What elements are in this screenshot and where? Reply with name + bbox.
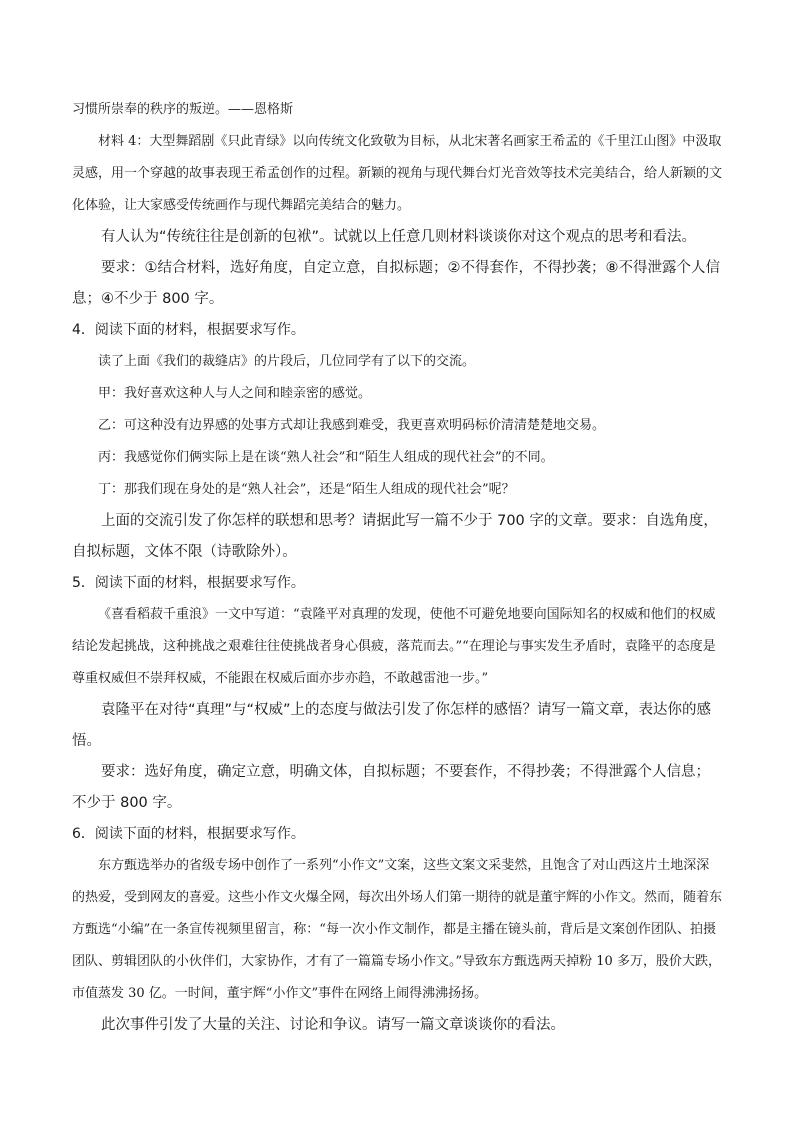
quote-ending: 习惯所崇奉的秩序的叛逆。——恩格斯 (72, 102, 294, 117)
q4-heading: 4．阅读下面的材料，根据要求写作。 (72, 322, 305, 338)
q6-heading: 6．阅读下面的材料，根据要求写作。 (72, 826, 305, 842)
q4-intro: 读了上面《我们的裁缝店》的片段后，几位同学有了以下的交流。 (98, 354, 476, 369)
q6-material: 东方甄选举办的省级专场中创作了一系列“小作文”文案，这些文案文采斐然，且饱含了对山西这片土地深深的热爱，受到网友的喜爱。这些小作文火爆全网，每次出外场人们第一期待的就是董宇辉的小作文。然而，随着东方甄选“小编”在一条宣传视频里留言，称：“每一次小作文制作，都是主播在镜头前，背后是文案创作团队、拍摄团队、剪辑团队的小伙伴们，大家协作，才有了一篇篇专场小作文。”导致东方甄选两天掉粉 10 多万，股价大跌，市值蒸发 30 亿。一时间，董宇辉“小作文”事件在网络上闹得沸沸扬扬。 (72, 858, 723, 1001)
q5-requirements: 要求：选好角度，确定立意，明确文体，自拟标题；不要套作，不得抄袭；不得泄露个人信息；不少于 800 字。 (72, 764, 710, 811)
q3-prompt: 有人认为“传统往往是创新的包袱”。试就以上任意几则材料谈谈你对这个观点的思考和看法。 (101, 229, 697, 245)
q5-prompt: 袁隆平在对待“真理”与“权威”上的态度与做法引发了你怎样的感悟？请写一篇文章，表达你的感悟。 (72, 702, 712, 749)
q5-heading: 5．阅读下面的材料，根据要求写作。 (72, 575, 305, 591)
q4-speaker-yi: 乙：可这种没有边界感的处事方式却让我感到难受，我更喜欢明码标价清清楚楚地交易。 (98, 418, 606, 433)
q4-speaker-ding: 丁：那我们现在身处的是“熟人社会”，还是“陌生人组成的现代社会”呢？ (98, 482, 515, 497)
q4-speaker-jia: 甲：我好喜欢这种人与人之间和睦亲密的感觉。 (98, 386, 372, 401)
q4-speaker-bing: 丙：我感觉你们俩实际上是在谈“熟人社会”和“陌生人组成的现代社会”的不同。 (98, 450, 554, 465)
q5-material: 《喜看稻菽千重浪》一文中写道：“袁隆平对真理的发现，使他不可避免地要向国际知名的权威和他们的权威结论发起挑战，这种挑战之艰难往往使挑战者身心俱疲，落荒而去。”“在理论与事实发生矛盾时，袁隆平的态度是尊重权威但不崇拜权威，不能跟在权威后面亦步亦趋，不敢越雷池一步。” (72, 607, 716, 686)
material-4: 材料 4：大型舞蹈剧《只此青绿》以向传统文化致敬为目标，从北宋著名画家王希孟的《千里江山图》中汲取灵感，用一个穿越的故事表现王希孟创作的过程。新颖的视角与现代舞台灯光音效等技术完美结合，给人新颖的文化体验，让大家感受传统画作与现代舞蹈完美结合的魅力。 (72, 134, 723, 213)
q3-requirements: 要求：①结合材料，选好角度，自定立意，自拟标题；②不得套作，不得抄袭；⑧不得泄露个人信息；④不少于 800 字。 (72, 260, 720, 307)
q4-prompt: 上面的交流引发了你怎样的联想和思考？请据此写一篇不少于 700 字的文章。要求：自选角度，自拟标题，文体不限（诗歌除外）。 (72, 513, 718, 560)
q6-prompt: 此次事件引发了大量的关注、讨论和争议。请写一篇文章谈谈你的看法。 (101, 1017, 565, 1033)
